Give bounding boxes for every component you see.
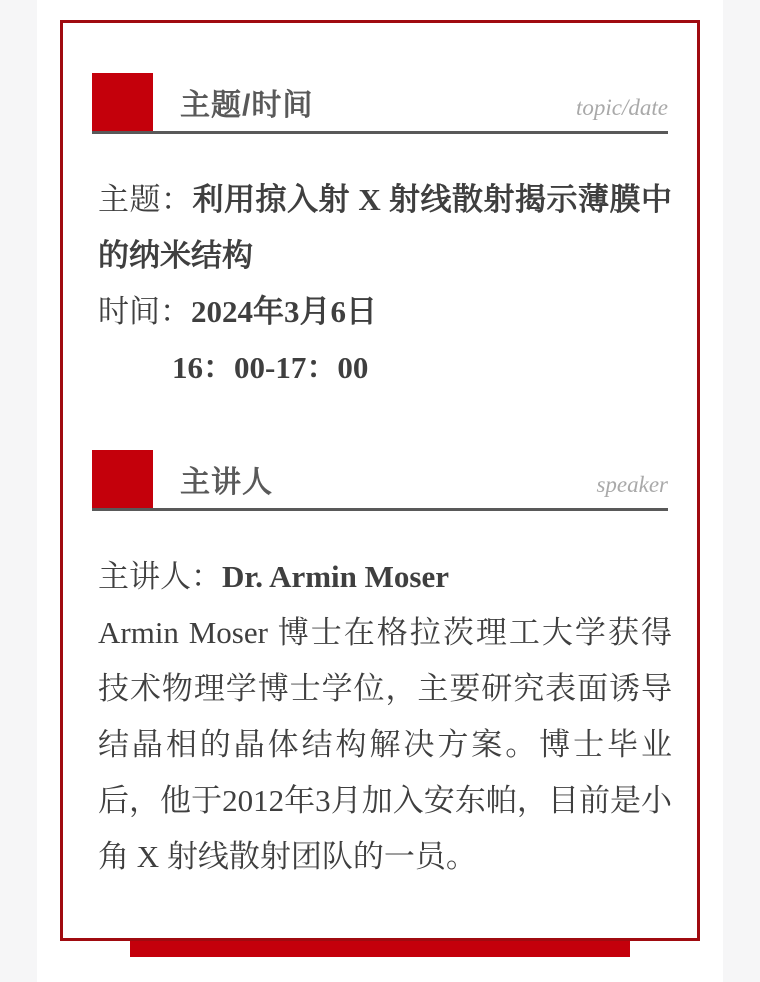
section-subtitle-topic-date: topic/date: [576, 95, 668, 120]
red-square-marker-icon: [92, 73, 153, 131]
section-title-topic-time: 主题/时间: [180, 89, 314, 122]
topic-label: 主题：: [98, 182, 193, 217]
bottom-red-bar: [130, 941, 630, 957]
speaker-line: [98, 549, 672, 605]
time-date: 2024年3月6日: [191, 294, 377, 329]
speaker-content: [98, 549, 672, 885]
section-subtitle-speaker: speaker: [596, 472, 668, 497]
topic-line: [98, 172, 672, 284]
time-range-line: [98, 340, 672, 396]
section-header-speaker: [92, 450, 668, 511]
time-label: 时间：: [98, 294, 191, 329]
section-title-speaker: 主讲人: [180, 466, 273, 499]
section-header-topic-time: [92, 73, 668, 134]
time-range: 16：00-17：00: [172, 350, 369, 385]
topic-time-content: [98, 172, 672, 396]
speaker-label: 主讲人：: [98, 559, 222, 594]
speaker-name: Dr. Armin Moser: [222, 559, 450, 594]
topic-value: 利用掠入射 X 射线散射揭示薄膜中的纳米结构: [98, 182, 673, 273]
article-column: [37, 0, 723, 982]
red-square-marker-icon: [92, 450, 153, 508]
time-line: [98, 284, 672, 340]
seminar-card: [60, 20, 700, 941]
speaker-bio: Armin Moser 博士在格拉茨理工大学获得技术物理学博士学位，主要研究表面诱导结晶相的晶体结构解决方案。博士毕业后，他于2012年3月加入安东帕，目前是小角 X 射线散射团队的一员。: [98, 615, 672, 874]
